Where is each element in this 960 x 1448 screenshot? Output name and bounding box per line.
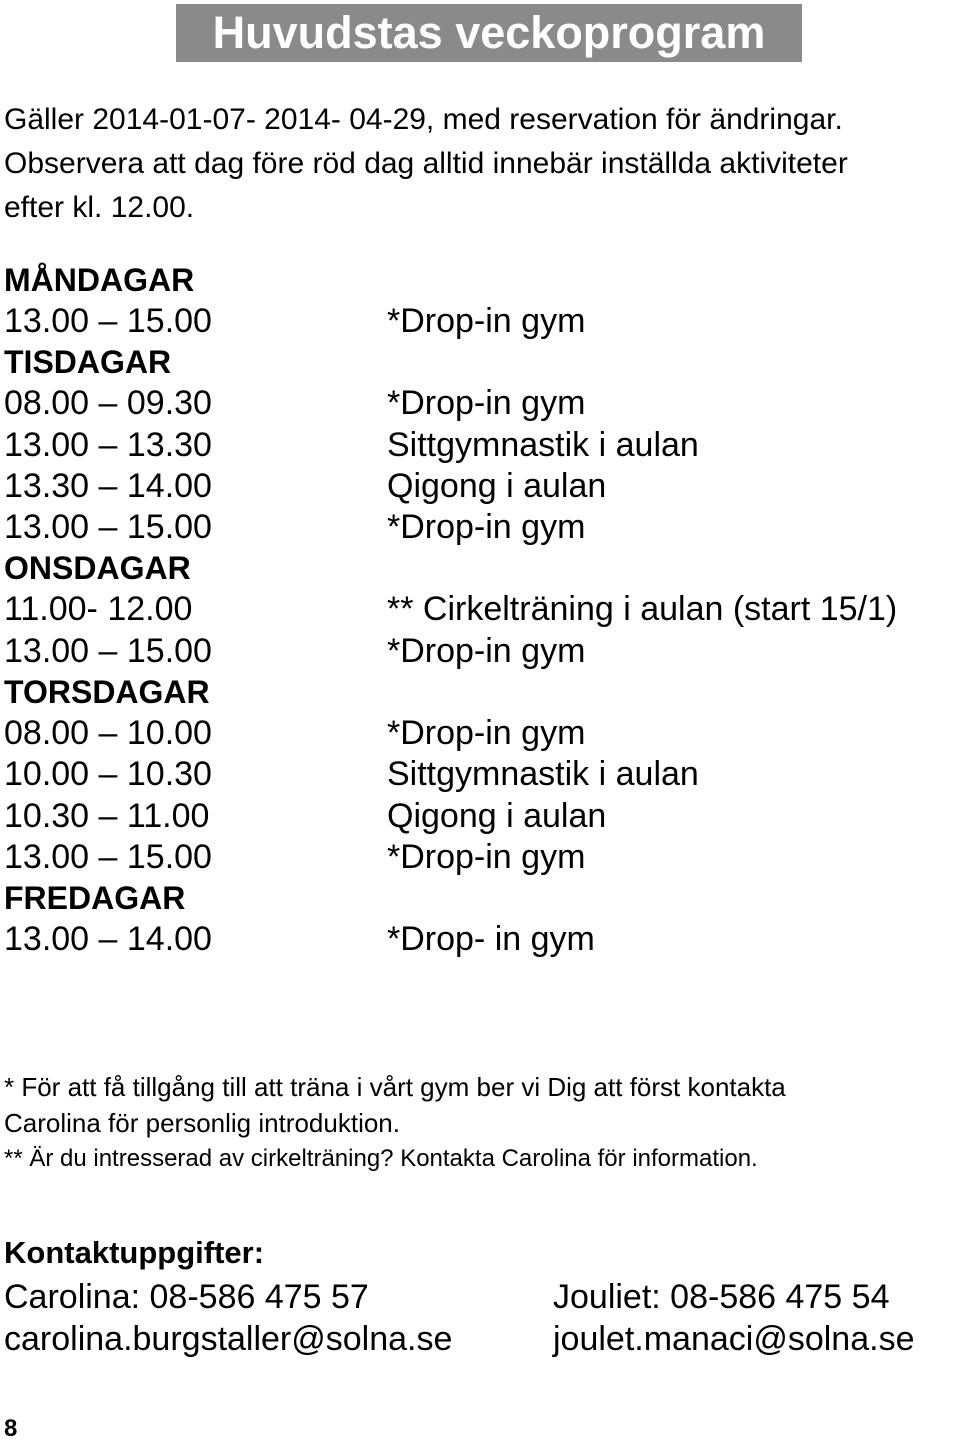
schedule-row [4,507,954,548]
row-activity: *Drop-in gym [387,384,586,423]
row-time: 10.00 – 10.30 [4,755,212,794]
row-activity: Sittgymnastik i aulan [387,755,699,794]
row-time: 13.00 – 15.00 [4,508,212,547]
row-time: 08.00 – 10.00 [4,714,212,753]
intro-line: Gäller 2014-01-07- 2014- 04-29, med reservation för ändringar. [4,103,843,136]
row-time: 10.30 – 11.00 [4,796,210,835]
row-time: 08.00 – 09.30 [4,384,212,423]
schedule-row [4,713,954,754]
intro-line: Observera att dag före röd dag alltid innebär inställda aktiviteter [4,147,848,180]
intro-line: efter kl. 12.00. [4,191,195,224]
contact-phone: Carolina: 08-586 475 57 [4,1278,369,1316]
schedule-row [4,383,954,424]
row-activity: *Drop-in gym [387,508,586,547]
schedule-row [4,466,954,507]
row-time: 13.00 – 15.00 [4,631,212,670]
page-number: 8 [4,1415,18,1442]
row-time: 13.30 – 14.00 [4,466,212,505]
row-time: 13.00 – 14.00 [4,920,212,959]
row-activity: *Drop-in gym [387,714,586,753]
contact-email[interactable]: joulet.manaci@solna.se [553,1320,915,1358]
row-time: 13.00 – 15.00 [4,837,212,876]
day-heading-monday: MÅNDAGAR [4,262,195,298]
schedule-row [4,754,954,795]
day-heading-wednesday: ONSDAGAR [4,550,191,587]
footnote-line: * För att få tillgång till att träna i vårt gym ber vi Dig att först kontakta [4,1072,786,1102]
footnotes [4,1069,954,1177]
contact-carolina [4,1276,452,1360]
row-activity: Qigong i aulan [387,796,607,835]
schedule-row [4,631,954,672]
row-time: 13.00 – 15.00 [4,302,212,340]
weekly-schedule [4,260,954,961]
row-activity: ** Cirkelträning i aulan (start 15/1) [387,590,898,629]
row-activity: Qigong i aulan [387,466,607,505]
footnote-line: ** Är du intresserad av cirkelträning? Kontakta Carolina för information. [4,1145,758,1172]
day-heading-friday: FREDAGAR [4,880,186,917]
contact-email[interactable]: carolina.burgstaller@solna.se [4,1320,453,1358]
contacts-heading: Kontaktuppgifter: [4,1235,265,1270]
schedule-row [4,301,954,342]
row-activity: *Drop- in gym [387,920,595,959]
row-activity: *Drop-in gym [387,302,586,340]
row-time: 11.00- 12.00 [4,590,193,629]
contact-phone: Jouliet: 08-586 475 54 [553,1278,890,1316]
schedule-row [4,837,954,878]
schedule-row [4,425,954,466]
schedule-row [4,919,954,960]
row-activity: *Drop-in gym [387,837,586,876]
footnote-line: Carolina för personlig introduktion. [4,1108,400,1138]
day-heading-thursday: TORSDAGAR [4,674,210,711]
contact-jouliet [553,1276,914,1360]
row-time: 13.00 – 13.30 [4,425,212,464]
day-heading-tuesday: TISDAGAR [4,344,172,381]
row-activity: *Drop-in gym [387,631,586,670]
intro-text [4,98,954,230]
schedule-row [4,796,954,837]
page-title: Huvudstas veckoprogram [176,4,802,62]
row-activity: Sittgymnastik i aulan [387,425,699,464]
schedule-row [4,589,954,630]
